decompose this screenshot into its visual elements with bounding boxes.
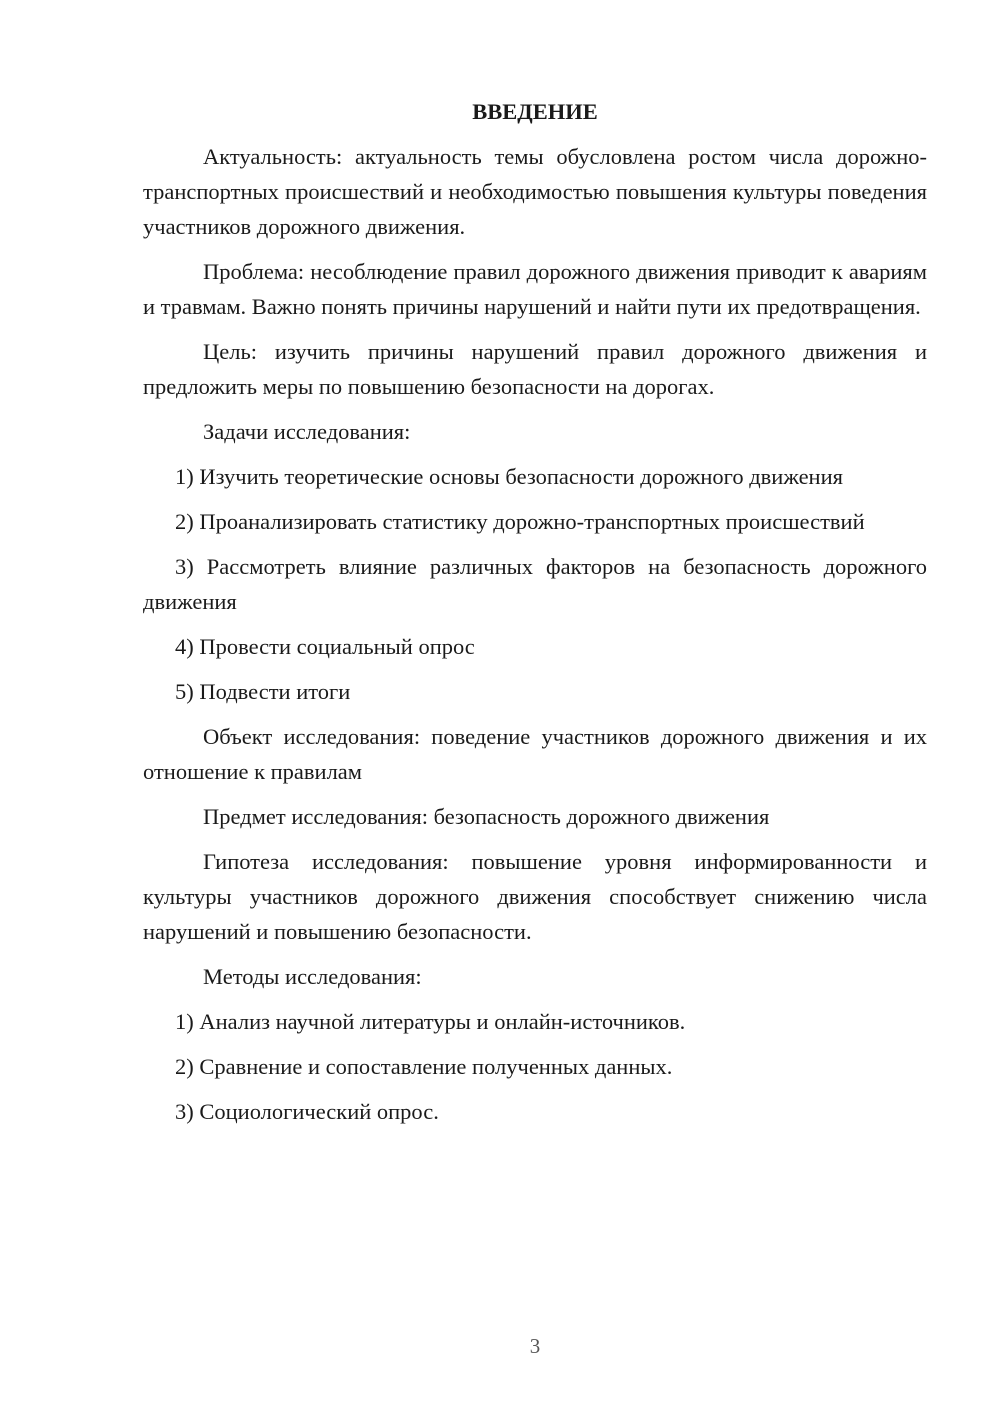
methods-heading: Методы исследования: bbox=[203, 964, 422, 989]
subject-paragraph: Предмет исследования: безопасность дорожного движения bbox=[203, 804, 770, 829]
method-item-2: 2) Сравнение и сопоставление полученных данных. bbox=[175, 1054, 673, 1079]
method-item-1: 1) Анализ научной литературы и онлайн-источников. bbox=[175, 1009, 686, 1034]
page-title: ВВЕДЕНИЕ bbox=[472, 99, 598, 124]
task-item-2: 2) Проанализировать статистику дорожно-транспортных происшествий bbox=[175, 509, 865, 534]
problem-paragraph: Проблема: несоблюдение правил дорожного движения приводит к авариям и травмам. Важно понять причины нарушений и найти пути их предотвращения. bbox=[143, 259, 927, 319]
goal-paragraph: Цель: изучить причины нарушений правил дорожного движения и предложить меры по повышению безопасности на дорогах. bbox=[143, 339, 927, 399]
object-paragraph: Объект исследования: поведение участников дорожного движения и их отношение к правилам bbox=[143, 724, 927, 784]
task-item-3: 3) Рассмотреть влияние различных факторов на безопасность дорожного движения bbox=[143, 554, 927, 614]
page-number: 3 bbox=[529, 1334, 541, 1358]
task-item-1: 1) Изучить теоретические основы безопасности дорожного движения bbox=[175, 464, 843, 489]
tasks-heading: Задачи исследования: bbox=[203, 419, 411, 444]
hypothesis-paragraph: Гипотеза исследования: повышение уровня информированности и культуры участников дорожного движения способствует снижению числа нарушений и повышению безопасности. bbox=[143, 849, 927, 944]
task-item-5: 5) Подвести итоги bbox=[175, 679, 351, 704]
method-item-3: 3) Социологический опрос. bbox=[175, 1099, 439, 1124]
task-item-4: 4) Провести социальный опрос bbox=[175, 634, 475, 659]
relevance-paragraph: Актуальность: актуальность темы обусловлена ростом числа дорожно-транспортных происшествий и необходимостью повышения культуры поведения участников дорожного движения. bbox=[143, 144, 927, 239]
page-content bbox=[143, 94, 927, 1139]
